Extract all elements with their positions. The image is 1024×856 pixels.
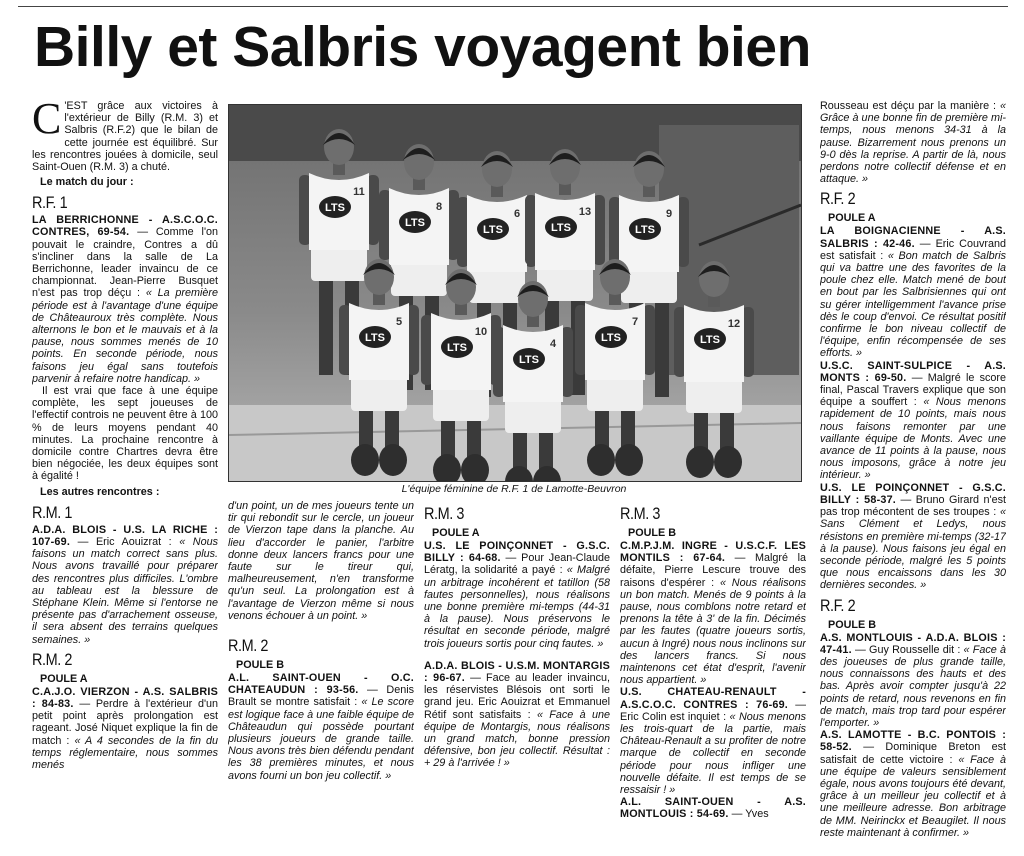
jersey-logo-text: LTS <box>519 354 539 366</box>
intro-paragraph: C 'EST grâce aux victoires à l'extérieur de Billy (R.M. 3) et Salbris (R.F.2) que le bilan de cette journée est équilibré. Sur les rencontres jouées à domicile, seul Saint-Ouen (R.M. 3) a chuté. <box>32 100 218 174</box>
jersey-number: 10 <box>474 326 488 338</box>
drop-cap: C <box>32 100 62 143</box>
match-du-jour-label: Le match du jour : <box>40 176 134 189</box>
match-title: U.S. LE POINÇONNET - G.S.C. BILLY : 64-68. <box>424 540 610 565</box>
match-title: A.L. SAINT-OUEN - O.C. CHATEAUDUN : 93-56. <box>228 672 414 697</box>
match-title: A.D.A. BLOIS - U.S. LA RICHE : 107-69. <box>32 523 218 548</box>
jersey-logo-text: LTS <box>447 342 467 354</box>
jersey-number: 12 <box>727 318 741 330</box>
match-title: U.S. LE POINÇONNET - G.S.C. BILLY : 58-37. <box>820 481 1006 506</box>
match-title: A.L. SAINT-OUEN - A.S. MONTLOUIS : 54-69. <box>620 796 806 821</box>
match-title: C.M.P.J.M. INGRE - U.S.C.F. LES MONTILS : 67-64. <box>620 540 806 565</box>
jersey-logo-text: LTS <box>700 334 720 346</box>
match-title: A.S. MONTLOUIS - A.D.A. BLOIS : 47-41. <box>820 631 1006 656</box>
column-4: R.M. 3 POULE B C.M.P.J.M. INGRE - U.S.C.F. LES MONTILS : 67-64. — Malgré la défaite, Pierre Lescure trouve des raisons d'espérer : « Nous réalisons un bon match. Menés de 9 points à la pause, nous comblons notre retard et prenons la tête à 3' de la fin. Décimés par les fautes (quatre joueurs sortis, aucun à Ingré) nous nous inclinons sur des lancers francs. Si nous maintenons cet état d'esprit, l'avenir nous appartient. » U.S. CHATEAU-RENAULT - A.S.C.O.C. CONTRES : 76-69. — Eric Colin est inquiet : « Nous menons les trois-quart de la partie, mais Château-Renault a su profiter de notre marque de collectif en seconde période pour nous infliger une nouvelle défaite. Il est temps de se ressaisir ! » A.L. SAINT-OUEN - A.S. MONTLOUIS : 54-69. — Yves <box>620 504 806 821</box>
poule-label: POULE B <box>236 659 284 672</box>
match-title: A.D.A. BLOIS - U.S.M. MONTARGIS : 96-67. <box>424 659 610 685</box>
poule-label: POULE A <box>828 212 876 225</box>
jersey-logo-text: LTS <box>551 222 571 234</box>
autres-label: Les autres rencontres : <box>40 485 160 498</box>
jersey-logo-text: LTS <box>483 224 503 236</box>
poule-label: POULE A <box>40 672 88 685</box>
jersey-logo-text: LTS <box>635 224 655 236</box>
section-rm1: R.M. 1 <box>32 502 73 522</box>
section-rf1: R.F. 1 <box>32 193 68 213</box>
photo-caption: L'équipe féminine de R.F. 1 de Lamotte-Beuvron <box>401 483 627 495</box>
poule-label: POULE B <box>828 618 876 631</box>
section-rm3: R.M. 3 <box>620 504 661 523</box>
jersey-number: 5 <box>395 316 403 328</box>
top-rule <box>18 6 1008 7</box>
section-rm3: R.M. 3 <box>424 504 465 523</box>
jersey-number: 8 <box>435 201 443 213</box>
jersey-logo-text: LTS <box>601 332 621 344</box>
poule-label: POULE B <box>628 527 676 539</box>
jersey-logo-text: LTS <box>365 332 385 344</box>
jersey-number: 13 <box>578 206 592 218</box>
section-rm2: R.M. 2 <box>228 636 269 656</box>
section-rf2: R.F. 2 <box>820 595 856 615</box>
paragraph: Il est vrai que face à une équipe complète, les sept joueuses de l'effectif controis ne peuvent être à 100 % de leurs moyens pendant 40 minutes. La prochaine rencontre à domicile contre Chartres devra être bien négociée, les deux équipes sont à égalité ! <box>32 385 218 483</box>
section-rm2: R.M. 2 <box>32 649 73 669</box>
jersey-logo-text: LTS <box>405 217 425 229</box>
jersey-number: 7 <box>631 316 639 328</box>
jersey-number: 9 <box>665 208 673 220</box>
match-title: U.S. CHATEAU-RENAULT - A.S.C.O.C. CONTRES : 76-69. <box>620 686 806 711</box>
team-photo <box>228 104 802 482</box>
headline: Billy et Salbris voyagent bien <box>34 15 811 79</box>
match-title: U.S.C. SAINT-SULPICE - A.S. MONTS : 69-50. <box>820 359 1006 384</box>
match-title: C.A.J.O. VIERZON - A.S. SALBRIS : 84-83. <box>32 685 218 710</box>
section-rf2: R.F. 2 <box>820 189 856 209</box>
column-1: C 'EST grâce aux victoires à l'extérieur de Billy (R.M. 3) et Salbris (R.F.2) que le bilan de cette journée est équilibré. Sur les rencontres jouées à domicile, seul Saint-Ouen (R.M. 3) a chuté. Le match du jour : R.F. 1 LA BERRICHONNE - A.S.C.O.C. CONTRES, 69-54. — Comme l'on pouvait le craindre, Contres a dû s'incliner dans la salle de La Berrichonne, leader invaincu de ce championnat. Jean-Pierre Busquet n'est pas trop déçu : « La première période est à l'avantage d'une équipe de Châteauroux très complète. Nous alternons le bon et le mauvais et à la pause, nous sommes menés de 10 points. En seconde période, nous faisons jeu égal sans toutefois parvenir à refaire notre handicap. » Il est vrai que face à une équipe complète, les sept joueuses de l'effectif controis ne peuvent être à 100 % de leurs moyens pendant 40 minutes. La prochaine rencontre à domicile contre Chartres devra être bien négociée, les deux équipes sont à égalité ! Les autres rencontres : R.M. 1 A.D.A. BLOIS - U.S. LA RICHE : 107-69. — Eric Aouizrat : « Nous faisons un match correct sans plus. Nous avons travaillé pour préparer des rencontres plus difficiles. L'ombre au tableau est la blessure de Stéphane Klein. Même si l'entorse ne présente pas d'arrachement osseuse, il sera absent des terrains quelques semaines. » R.M. 2 POULE A C.A.J.O. VIERZON - A.S. SALBRIS : 84-83. — Perdre à l'extérieur d'un petit point après prolongation est rageant. José Niquet explique la fin de match : « A 4 secondes de la fin du temps réglementaire, nous sommes menés <box>32 100 218 771</box>
team-photo-image <box>229 105 801 481</box>
poule-label: POULE A <box>432 527 480 539</box>
jersey-number: 4 <box>549 338 557 350</box>
jersey-logo-text: LTS <box>325 202 345 214</box>
match-title: LA BERRICHONNE - A.S.C.O.C. CONTRES, 69-54. <box>32 214 218 239</box>
column-5: Rousseau est déçu par la manière : « Grâce à une bonne fin de première mi-temps, nous menons 34-31 à la pause. Bizarrement nous prenons un 9-0 dès la reprise. A partir de là, nous perdons notre collectif défense et en attaque. » R.F. 2 POULE A LA BOIGNACIENNE - A.S. SALBRIS : 42-46. — Eric Couvrand est satisfait : « Bon match de Salbris qui va battre une des favorites de la poule chez elle. Match mené de bout en bout par les Salbrisiennes qui ont su gérer intelligemment l'avance prise dès le coup d'envoi. Ce résultat positif confirme le bon niveau collectif de l'équipe, enfin récompensée de ses efforts. » U.S.C. SAINT-SULPICE - A.S. MONTS : 69-50. — Malgré le score final, Pascal Travers explique que son équipe a souffert : « Nous menons rapidement de 10 points, mais nous nous faisons remonter par une vaillante équipe de Monts. Avec une avance de 11 points à la pause, nous nous imposons, grâce à notre jeu intérieur. » U.S. LE POINÇONNET - G.S.C. BILLY : 58-37. — Bruno Girard n'est pas trop mécontent de ses troupes : « Sans Clément et Ledys, nous résistons en première mi-temps (32-17 à la pause). Nous faisons jeu égal en seconde période, malgré les 5 points que nous encaissons dans les 30 dernières secondes. » R.F. 2 POULE B A.S. MONTLOUIS - A.D.A. BLOIS : 47-41. — Guy Rousselle dit : « Face à des joueuses de plus grande taille, nous connaissons des hauts et des bas. Après avoir compter jusqu'à 22 points de retard, nous revenons en fin de match, mais trop tard pour espérer l'emporter. » A.S. LAMOTTE - B.C. PONTOIS : 58-52. — Dominique Breton est satisfait de cette victoire : « Face à une équipe de valeurs sensiblement égale, nous avons toujours été devant, grâce à un meilleur jeu collectif et à une meilleure adresse. Bon arbitrage de MM. Neirinckx et Beaugilet. Il nous reste maintenant à confirmer. » <box>820 100 1006 839</box>
quote-continuation: d'un point, un de mes joueurs tente un tir qui rebondit sur le cercle, un joueur de Vierzon tape dans la planche. Au lieu d'accorder le panier, l'arbitre donne deux lancers francs pour une faute sur le tireur qui, malheureusement, n'en transforme qu'un seul. La prolongation est à l'avantage de Vierzon même si nous venons échouer à un point. » <box>228 500 414 622</box>
match-title: A.S. LAMOTTE - B.C. PONTOIS : 58-52. <box>820 729 1006 754</box>
column-2: d'un point, un de mes joueurs tente un tir qui rebondit sur le cercle, un joueur de Vierzon tape dans la planche. Au lieu d'accorder le panier, l'arbitre donne deux lancers francs pour une faute sur le tireur qui, malheureusement, n'en transforme qu'un seul. La prolongation est à l'avantage de Vierzon même si nous venons échouer à un point. » R.M. 2 POULE B A.L. SAINT-OUEN - O.C. CHATEAUDUN : 93-56. — Denis Brault se montre satisfait : « Le score est logique face à une faible équipe de Châteaudun qui possède pourtant plusieurs joueurs de grande taille. Nous avons très bien défendu pendant les 38 premières minutes, et nous avons fourni un bon jeu collectif. » <box>228 500 414 782</box>
jersey-number: 11 <box>353 186 365 198</box>
column-3: R.M. 3 POULE A U.S. LE POINÇONNET - G.S.C. BILLY : 64-68. — Pour Jean-Claude Lératg, la solidarité a payé : « Malgré un arbitrage incohérent et tatillon (58 fautes personnelles), nous réalisons une bonne première mi-temps (44-31 à la pause). Nous préservons le résultat en seconde période, malgré trois joueurs sortis pour cinq fautes. » A.D.A. BLOIS - U.S.M. MONTARGIS : 96-67. — Face au leader invaincu, les réservistes Blésois ont sorti le grand jeu. Eric Aouizrat et Emmanuel Rétif sont satisfaits : « Face à une équipe de Montargis, nous réalisons un grand match, bonne pression défensive, bon jeu collectif. Résultat : + 29 à l'arrivée ! » <box>424 504 610 770</box>
jersey-number: 6 <box>513 208 521 220</box>
match-title: LA BOIGNACIENNE - A.S. SALBRIS : 42-46. <box>820 225 1006 250</box>
